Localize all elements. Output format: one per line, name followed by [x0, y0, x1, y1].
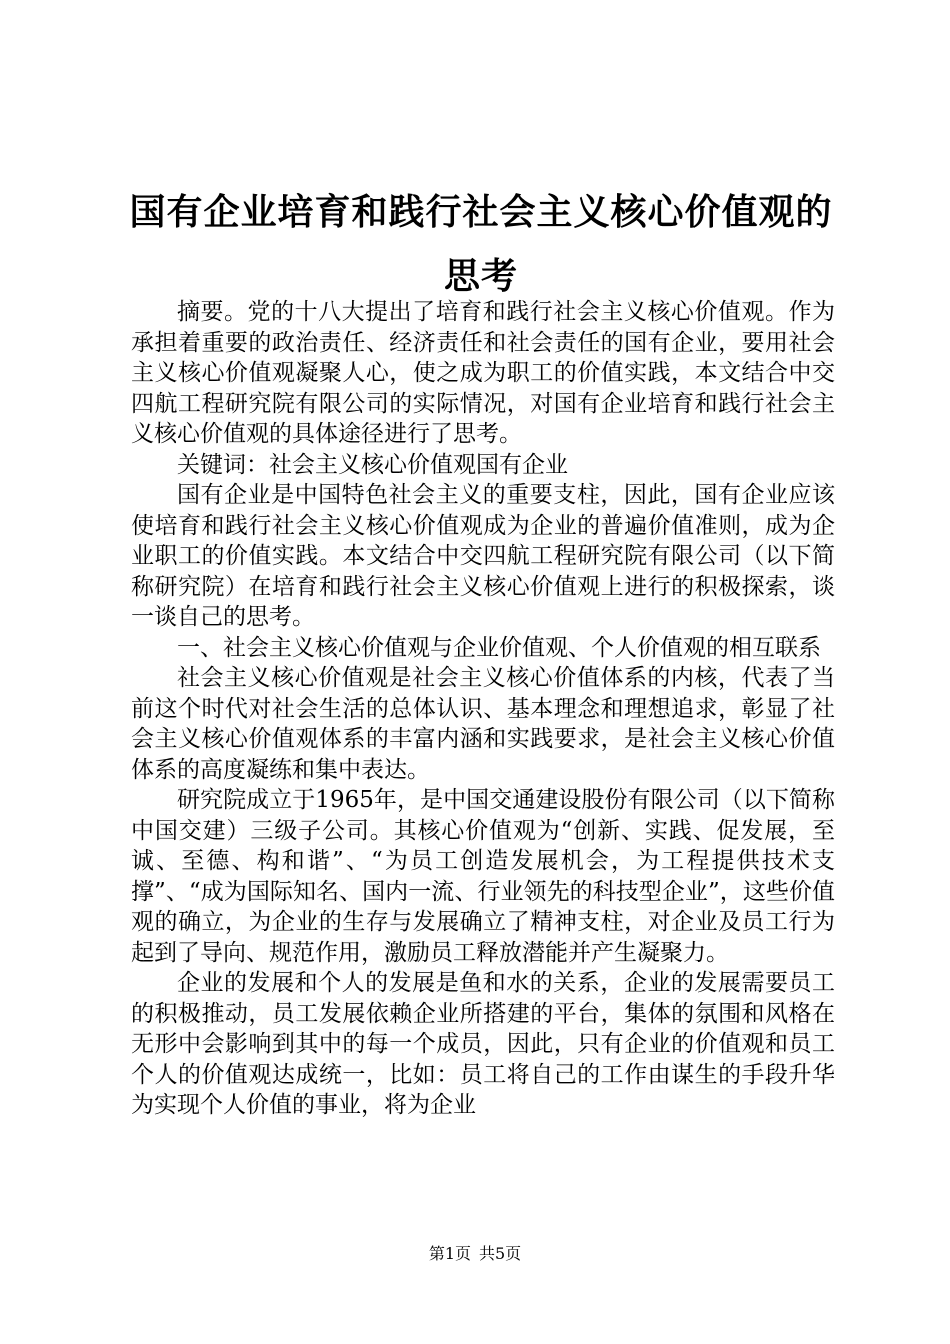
keywords-paragraph: 关键词：社会主义核心价值观国有企业 [177, 451, 568, 478]
document-title: 国有企业培育和践行社会主义核心价值观的思考 [129, 191, 833, 297]
page-footer [0, 1244, 950, 1264]
section-heading: 一、社会主义核心价值观与企业价值观、个人价值观的相互联系 [177, 634, 821, 661]
page-number: 第1页 [428, 1244, 471, 1263]
body-paragraph: 社会主义核心价值观是社会主义核心价值体系的内核，代表了当前这个时代对社会生活的总体认识、基本理念和理想追求，彰显了社会主义核心价值观体系的丰富内涵和实践要求，是社会主义核心价值体系的高度凝练和集中表达。 [131, 665, 835, 783]
document-body [131, 297, 835, 1121]
body-paragraph: 企业的发展和个人的发展是鱼和水的关系，企业的发展需要员工的积极推动，员工发展依赖企业所搭建的平台，集体的氛围和风格在无形中会影响到其中的每一个成员，因此，只有企业的价值观和员工个人的价值观达成统一，比如：员工将自己的工作由谋生的手段升华为实现个人价值的事业，将为企业 [131, 970, 835, 1118]
page-total: 共5页 [479, 1244, 522, 1263]
body-paragraph: 研究院成立于1965年，是中国交通建设股份有限公司（以下简称中国交建）三级子公司。其核心价值观为“创新、实践、促发展，至诚、至德、构和谐”、“为员工创造发展机会，为工程提供技术支撑”、“成为国际知名、国内一流、行业领先的科技型企业”，这些价值观的确立，为企业的生存与发展确立了精神支柱，对企业及员工行为起到了导向、规范作用，激励员工释放潜能并产生凝聚力。 [131, 787, 835, 966]
body-paragraph: 国有企业是中国特色社会主义的重要支柱，因此，国有企业应该使培育和践行社会主义核心价值观成为企业的普遍价值准则，成为企业职工的价值实践。本文结合中交四航工程研究院有限公司（以下简称研究院）在培育和践行社会主义核心价值观上进行的积极探索，谈一谈自己的思考。 [131, 482, 835, 630]
abstract-paragraph: 摘要。党的十八大提出了培育和践行社会主义核心价值观。作为承担着重要的政治责任、经济责任和社会责任的国有企业，要用社会主义核心价值观凝聚人心，使之成为职工的价值实践，本文结合中交四航工程研究院有限公司的实际情况，对国有企业培育和践行社会主义核心价值观的具体途径进行了思考。 [131, 299, 835, 447]
